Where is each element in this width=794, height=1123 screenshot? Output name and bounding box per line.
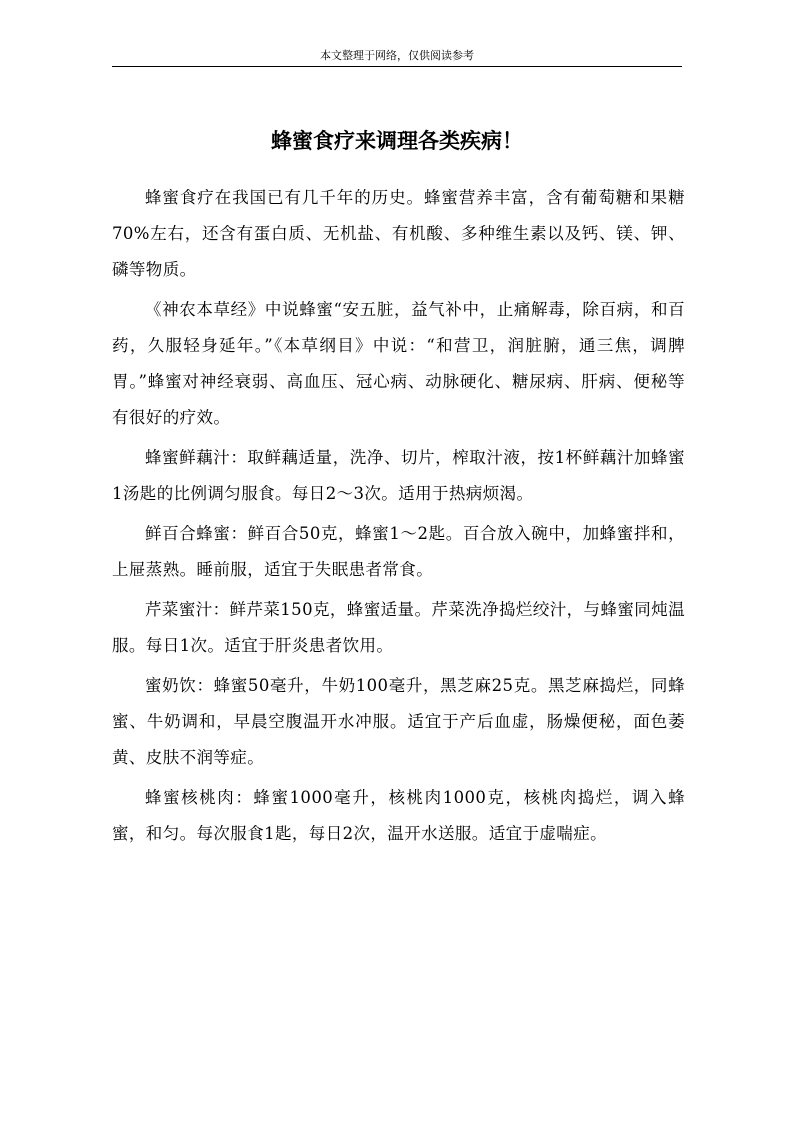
document-title: 蜂蜜食疗来调理各类疾病！ [271,129,523,153]
document-body [112,180,685,856]
paragraph-classics: 《神农本草经》中说蜂蜜“安五脏，益气补中，止痛解毒，除百病，和百药，久服轻身延年。”《本草纲目》中说：“和营卫，润脏腑，通三焦，调脾胃。”蜂蜜对神经衰弱、高血压、冠心病、动脉硬化、糖尿病、肝病、便秘等有很好的疗效。 [112,300,685,427]
page-header: 本文整理于网络，仅供阅读参考 [112,46,682,67]
paragraph-walnut-honey: 蜂蜜核桃肉：蜂蜜1000毫升，核桃肉1000克，核桃肉捣烂，调入蜂蜜，和匀。每次服食1匙，每日2次，温开水送服。适宜于虚喘症。 [112,788,685,843]
paragraph-intro: 蜂蜜食疗在我国已有几千年的历史。蜂蜜营养丰富，含有葡萄糖和果糖70%左右，还含有蛋白质、无机盐、有机酸、多种维生素以及钙、镁、钾、磷等物质。 [112,188,685,279]
paragraph-honey-milk: 蜜奶饮：蜂蜜50毫升，牛奶100毫升，黑芝麻25克。黑芝麻捣烂，同蜂蜜、牛奶调和，早晨空腹温开水冲服。适宜于产后血虚，肠燥便秘，面色萎黄、皮肤不润等症。 [112,676,685,767]
paragraph-lily-honey: 鲜百合蜂蜜：鲜百合50克，蜂蜜1～2匙。百合放入碗中，加蜂蜜拌和，上屉蒸熟。睡前服，适宜于失眠患者常食。 [112,524,685,579]
paragraph-lotus-root-juice: 蜂蜜鲜藕汁：取鲜藕适量，洗净、切片，榨取汁液，按1杯鲜藕汁加蜂蜜1汤匙的比例调匀服食。每日2～3次。适用于热病烦渴。 [112,448,685,503]
paragraph-celery-juice: 芹菜蜜汁：鲜芹菜150克，蜂蜜适量。芹菜洗净捣烂绞汁，与蜂蜜同炖温服。每日1次。适宜于肝炎患者饮用。 [112,600,685,655]
